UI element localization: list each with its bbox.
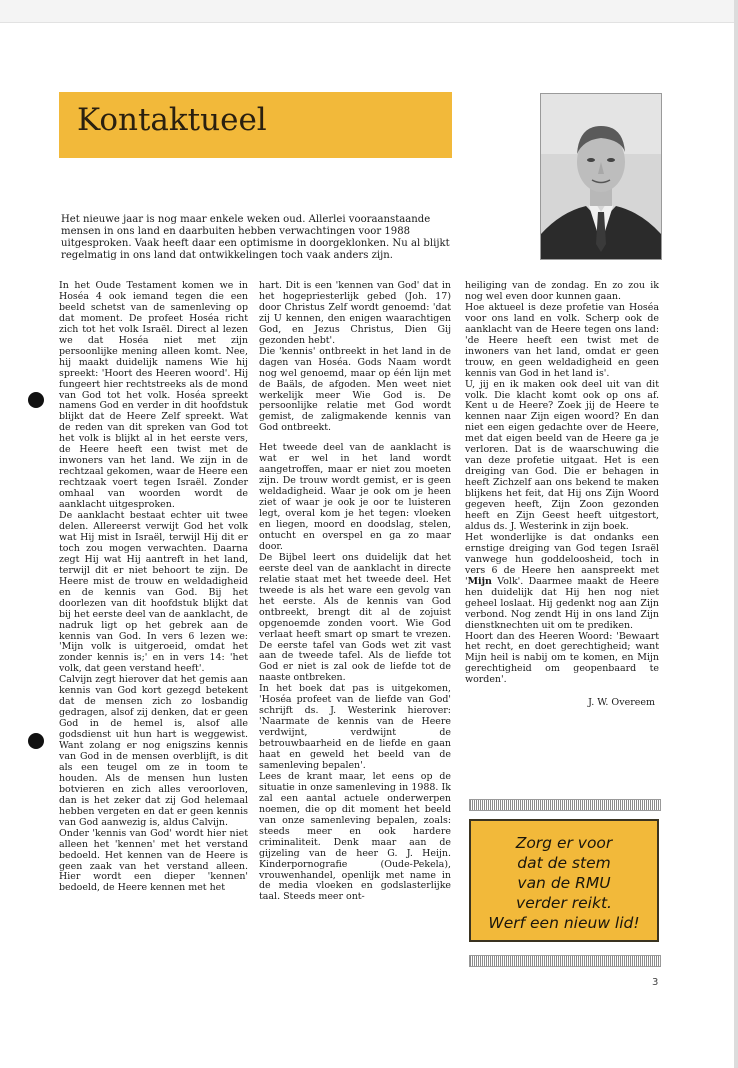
paragraph: U, jij en ik maken ook deel uit van dit volk. Die klacht komt ook op ons af. Kent u de Heere? Zoek jij de Heere te kennen naar Zijn eigen woord? En dan niet een eigen gedachte over de Heere, met dat eigen beeld van de Heere ga je verloren. Dat is de waarschuwing die van deze profetie uitgaat. Het is een dreiging van God. Die er behagen in heeft Zichzelf aan ons bekend te maken blijkens het feit, dat Hij ons Zijn Woord gegeven heeft, Zijn Zoon gezonden heeft en Zijn Geest heeft uitgestort, aldus ds. J. Westerink in zijn boek.	[465, 378, 659, 532]
article-column-3	[465, 281, 659, 709]
paragraph: Hoe aktueel is deze profetie van Hoséa voor ons land en volk. Scherp ook de aanklacht van de Heere tegen ons land: 'de Heere heeft een twist met de inwoners van het land, omdat er geen trouw, en geen weldadigheid en geen kennis van God in het land is'.	[465, 301, 659, 379]
paragraph: hart. Dit is een 'kennen van God' dat in het hogepriesterlijk gebed (Joh. 17) door Christus Zelf wordt genoemd: 'dat zij U kennen, den enigen waarachtigen God, en Jezus Christus, Dien Gij gezonden hebt'.	[259, 280, 451, 346]
ad-line: van de RMU	[517, 874, 611, 892]
portrait-illustration	[541, 94, 661, 259]
paragraph: De Bijbel leert ons duidelijk dat het eerste deel van de aanklacht in directe relatie staat met het tweede deel. Het tweede is als het ware een gevolg van het eerste. Als de kennis van God ontbreekt, brengt dit al de zojuist opgenoemde zonden voort. Wie God verlaat heeft smart op smart te vrezen. De eerste tafel van Gods wet zit vast aan de tweede tafel. Als de liefde tot God er niet is zal ook de liefde tot de naaste ontbreken.	[259, 551, 451, 684]
author-signature: J. W. Overeem	[588, 697, 655, 709]
scan-top-edge	[0, 0, 738, 23]
text-run: Het wonderlijke is dat ondanks een ernstige dreiging van God tegen Israël vanwege hun goddeloosheid, toch in vers 6 de Heere hen aanspreekt met	[465, 531, 659, 576]
paragraph: In het boek dat pas is uitgekomen, 'Hoséa profeet van de liefde van God' schrijft ds. J. Westerink hierover: 'Naarmate de kennis van de Heere verdwijnt, verdwijnt de betrouwbaarheid en de liefde en gaan haat en geweld het beeld van de samenleving bepalen'.	[259, 683, 451, 771]
binder-hole-bottom	[28, 733, 44, 749]
scan-right-edge	[734, 0, 738, 1068]
rmu-advertisement	[469, 819, 659, 942]
article-column-2	[259, 281, 451, 903]
paragraph: Lees de krant maar, let eens op de situatie in onze samenleving in 1988. Ik zal een aantal actuele onderwerpen noemen, die op dit moment het beeld van onze samenleving bepalen, zoals: steeds meer en ook hardere criminaliteit. Denk maar aan de gijzeling van de heer G. J. Heijn. Kinderpornografie (Oude-Pekela), vrouwenhandel, openlijk met name in de media vloeken en godslasterlijke taal. Steeds meer ont-	[259, 770, 451, 903]
author-photo	[540, 93, 662, 260]
page-title: Kontaktueel	[77, 102, 267, 138]
article-column-1	[59, 281, 248, 894]
ad-line: Zorg er voor	[515, 834, 613, 852]
paragraph: Het tweede deel van de aanklacht is wat er wel in het land wordt aangetroffen, maar er niet zou moeten zijn. De trouw wordt gemist, er is geen weldadigheid. Waar je ook om je heen ziet of waar je ook je oor te luisteren legt, overal kom je het tegen: vloeken en liegen, moord en doodslag, stelen, ontucht en overspel en ga zo maar door.	[259, 442, 451, 552]
title-banner	[59, 92, 452, 158]
text-run: Volk'. Daarmee maakt de Heere hen duidelijk dat Hij hen nog niet geheel loslaat. Hij gedenkt nog aan Zijn verbond. Nog zendt Hij in ons land Zijn dienstknechten uit om te prediken.	[465, 575, 660, 631]
page-number: 3	[652, 977, 659, 988]
paragraph: Het wonderlijke is dat ondanks een ernstige dreiging van God tegen Israël vanwege hun goddeloosheid, toch in vers 6 de Heere hen aanspreekt met 'Mijn Volk'. Daarmee maakt de Heere hen duidelijk dat Hij hen nog niet geheel loslaat. Hij gedenkt nog aan Zijn verbond. Nog zendt Hij in ons land Zijn dienstknechten uit om te prediken.	[465, 531, 660, 631]
paragraph: Onder 'kennis van God' wordt hier niet alleen het 'kennen' met het verstand bedoeld. Het kennen van de Heere is geen zaak van het verstand alleen. Hier wordt een dieper 'kennen' bedoeld, de Heere kennen met het	[59, 827, 248, 894]
ad-line: dat de stem	[517, 854, 611, 872]
ad-text	[471, 833, 657, 933]
emphasis-mijn: Mijn	[467, 575, 492, 587]
ad-line: Werf een nieuw lid!	[488, 914, 640, 932]
paragraph: heiliging van de zondag. En zo zou ik nog wel even door kunnen gaan.	[465, 280, 659, 302]
binder-hole-top	[28, 392, 44, 408]
paragraph: Hoort dan des Heeren Woord: 'Bewaart het recht, en doet gerechtigheid; want Mijn heil is nabij om te komen, en Mijn gerechtigheid om geopenbaard te worden'.	[465, 630, 659, 686]
paragraph: De aanklacht bestaat echter uit twee delen. Allereerst verwijt God het volk wat Hij mist in Israël, terwijl Hij dit er toch zou mogen verwachten. Daarna zegt Hij wat Hij aantreft in het land, terwijl dit er niet behoort te zijn. De Heere mist de trouw en weldadigheid en de kennis van God. Bij het doorlezen van dit hoofdstuk blijkt dat bij het eerste deel van de aanklacht, de nadruk ligt op het gebrek aan de kennis van God. In vers 6 lezen we: 'Mijn volk is uitgeroeid, omdat het zonder kennis is;' en in vers 14: 'het volk, dat geen verstand heeft'.	[59, 510, 248, 675]
intro-paragraph: Het nieuwe jaar is nog maar enkele weken oud. Allerlei vooraanstaande mensen in ons land en daarbuiten hebben verwachtingen voor 1988 uitgesproken. Vaak heeft daar een optimisme in doorgeklonken. Nu al blijkt regelmatig in ons land dat ontwikkelingen toch vaak anders zijn.	[61, 214, 450, 261]
paragraph: Die 'kennis' ontbreekt in het land in de dagen van Hoséa. Gods Naam wordt nog wel genoemd, maar op één lijn met de Baäls, de afgoden. Men weet niet werkelijk meer Wie God is. De persoonlijke relatie met God wordt gemist, de zaligmakende kennis van God ontbreekt.	[259, 345, 451, 434]
paragraph: In het Oude Testament komen we in Hoséa 4 ook iemand tegen die een beeld schetst van de samenleving op dat moment. De profeet Hoséa richt zich tot het volk Israël. Direct al lezen we dat Hoséa niet met zijn persoonlijke mening alleen komt. Nee, hij maakt duidelijk namens Wie hij spreekt: 'Hoort des Heeren woord'. Hij fungeert hier rechtstreeks als de mond van God tot het volk. Hoséa spreekt namens God en verder in dit hoofdstuk blijkt dat de Heere Zelf spreekt. Wat de reden van dit spreken van God tot het volk is blijkt al in het eerste vers, de Heere heeft een twist met de inwoners van het land. We zijn in de rechtzaal gekomen, waar de Heere een rechtzaak voert tegen Israël. Zonder omhaal van woorden wordt de aanklacht uitgesproken.	[59, 280, 248, 511]
ad-line: verder reikt.	[516, 894, 612, 912]
hatched-rule-top	[469, 799, 661, 811]
paragraph: Calvijn zegt hierover dat het gemis aan kennis van God kort gezegd betekent dat de mensen zich zo losbandig gedragen, alsof zij denken, dat er geen God in de hemel is, alsof alle godsdienst uit hun hart is weggewist. Want zolang er nog enigszins kennis van God in de mensen overblijft, is dit als een teugel om ze in toom te houden. Als de mensen hun lusten botvieren en zich alles veroorloven, dan is het zeker dat zij God helemaal hebben vergeten en dat er geen kennis van God aanwezig is, aldus Calvijn.	[59, 674, 248, 828]
hatched-rule-bottom	[469, 955, 661, 967]
